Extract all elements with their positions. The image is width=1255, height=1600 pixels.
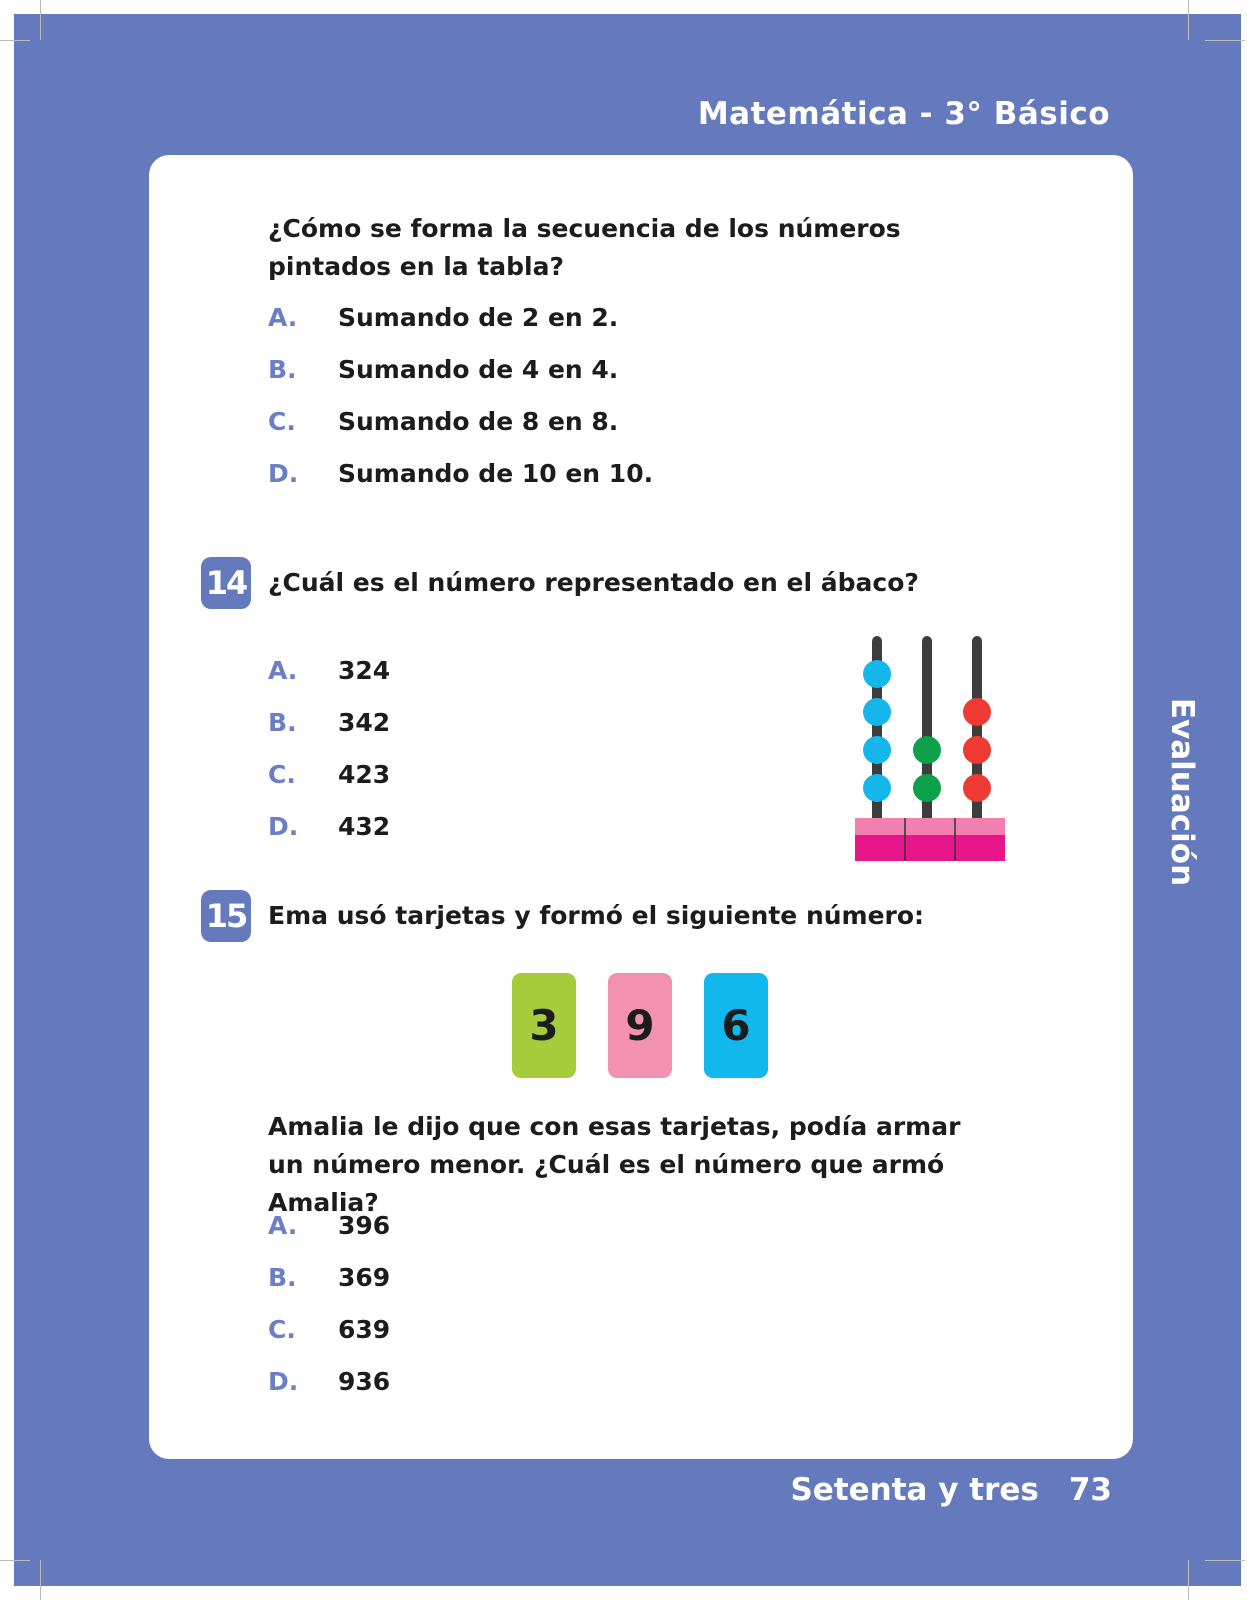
- option-text: 432: [338, 812, 391, 841]
- page-footer: [790, 1472, 1112, 1508]
- option-letter: D.: [268, 812, 299, 841]
- abacus-bead: [913, 774, 941, 802]
- q15-question: Ema usó tarjetas y formó el siguiente número:: [268, 901, 925, 930]
- abacus-bead: [863, 660, 891, 688]
- q14-option-c[interactable]: [268, 760, 390, 789]
- crop-mark: [40, 0, 41, 40]
- abacus-bead: [913, 736, 941, 764]
- abacus-bead: [963, 774, 991, 802]
- option-letter: C.: [268, 1315, 296, 1344]
- option-letter: B.: [268, 355, 297, 384]
- q13-option-d[interactable]: [268, 459, 653, 488]
- q15-number-badge: 15: [201, 890, 251, 942]
- abacus-bead: [863, 736, 891, 764]
- option-text: 342: [338, 708, 391, 737]
- option-text: 423: [338, 760, 391, 789]
- q13-option-b[interactable]: [268, 355, 618, 384]
- number-card-3: [512, 973, 576, 1078]
- q15-option-b[interactable]: [268, 1263, 390, 1292]
- q13-question: ¿Cómo se forma la secuencia de los números pintados en la tabla?: [268, 214, 901, 281]
- q15-option-a[interactable]: [268, 1211, 390, 1240]
- option-text: Sumando de 10 en 10.: [338, 459, 654, 488]
- q13-option-a[interactable]: [268, 303, 618, 332]
- q14-number-badge: 14: [201, 557, 251, 609]
- q14-option-b[interactable]: [268, 708, 390, 737]
- abacus-illustration: [850, 630, 1010, 865]
- q15-option-c[interactable]: [268, 1315, 390, 1344]
- option-text: Sumando de 2 en 2.: [338, 303, 619, 332]
- q14-question: ¿Cuál es el número representado en el ábaco?: [268, 568, 919, 597]
- crop-mark: [1188, 1560, 1189, 1600]
- number-card-9: [608, 973, 672, 1078]
- option-letter: D.: [268, 459, 299, 488]
- abacus-base: [855, 835, 1005, 861]
- option-letter: C.: [268, 760, 296, 789]
- page-header-title: Matemática - 3° Básico: [697, 96, 1110, 132]
- q13-option-c[interactable]: [268, 407, 618, 436]
- crop-mark: [1188, 0, 1189, 40]
- abacus-bead: [963, 698, 991, 726]
- option-text: Sumando de 8 en 8.: [338, 407, 619, 436]
- option-letter: A.: [268, 1211, 298, 1240]
- crop-mark: [40, 1560, 41, 1600]
- option-text: 639: [338, 1315, 391, 1344]
- crop-mark: [1205, 40, 1245, 41]
- option-text: 369: [338, 1263, 391, 1292]
- q14-option-a[interactable]: [268, 656, 390, 685]
- option-letter: D.: [268, 1367, 299, 1396]
- section-side-label: Evaluación: [1164, 697, 1200, 887]
- q14-option-d[interactable]: [268, 812, 390, 841]
- option-text: 936: [338, 1367, 391, 1396]
- page-number: 73: [1068, 1472, 1112, 1508]
- option-letter: C.: [268, 407, 296, 436]
- abacus-bead: [863, 698, 891, 726]
- option-text: 324: [338, 656, 391, 685]
- option-letter: B.: [268, 1263, 297, 1292]
- option-text: 396: [338, 1211, 391, 1240]
- option-letter: B.: [268, 708, 297, 737]
- abacus-base-top: [855, 818, 1005, 836]
- option-text: Sumando de 4 en 4.: [338, 355, 619, 384]
- abacus-bead: [863, 774, 891, 802]
- card-digit: 6: [721, 1001, 751, 1050]
- abacus-bead: [963, 736, 991, 764]
- q15-option-d[interactable]: [268, 1367, 390, 1396]
- crop-mark: [0, 1560, 30, 1561]
- crop-mark: [0, 40, 30, 41]
- option-letter: A.: [268, 656, 298, 685]
- card-digit: 3: [529, 1001, 559, 1050]
- page-number-words: Setenta y tres: [790, 1472, 1039, 1508]
- option-letter: A.: [268, 303, 298, 332]
- q15-followup: Amalia le dijo que con esas tarjetas, podía armar un número menor. ¿Cuál es el número que armó Amalia?: [268, 1112, 961, 1217]
- number-card-6: [704, 973, 768, 1078]
- crop-mark: [1205, 1560, 1245, 1561]
- card-digit: 9: [625, 1001, 655, 1050]
